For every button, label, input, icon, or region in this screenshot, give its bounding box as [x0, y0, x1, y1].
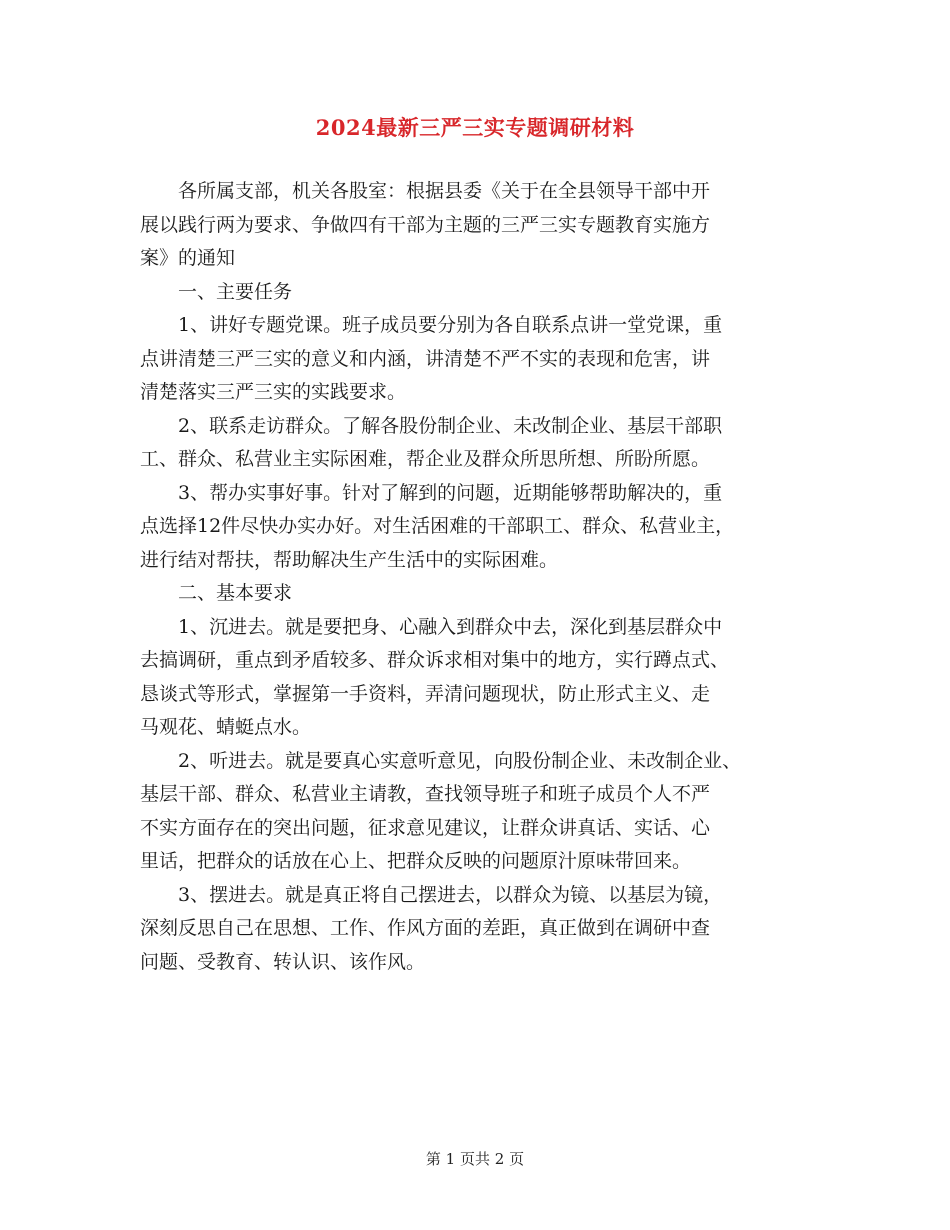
text-line: 3、帮办实事好事。针对了解到的问题，近期能够帮助解决的，重 — [178, 481, 723, 504]
text-line: 进行结对帮扶，帮助解决生产生活中的实际困难。 — [140, 548, 559, 571]
text-line: 里话，把群众的话放在心上、把群众反映的问题原汁原味带回来。 — [140, 850, 692, 872]
text-line: 工、群众、私营业主实际困难，帮企业及群众所思所想、所盼所愿。 — [140, 448, 711, 470]
paragraph — [140, 477, 820, 578]
text-line: 展以践行两为要求、争做四有干部为主题的三严三实专题教育实施方 — [140, 213, 711, 236]
paragraph — [140, 577, 820, 611]
document-title: 2024最新三严三实专题调研材料 — [315, 115, 635, 140]
text-line: 基层干部、群众、私营业主请教，查找领导班子和班子成员个人不严 — [140, 783, 711, 805]
text-line: 二、基本要求 — [178, 582, 293, 604]
text-line: 2、听进去。就是要真心实意听意见，向股份制企业、未改制企业、 — [178, 749, 742, 772]
text-line: 点讲清楚三严三实的意义和内涵，讲清楚不严不实的表现和危害，讲 — [140, 347, 711, 370]
text-line: 马观花、蜻蜓点水。 — [140, 716, 312, 738]
paragraph — [140, 879, 820, 980]
text-line: 2、联系走访群众。了解各股份制企业、未改制企业、基层干部职 — [178, 414, 723, 437]
paragraph — [140, 309, 820, 410]
text-line: 案》的通知 — [140, 247, 236, 269]
text-line: 问题、受教育、转认识、该作风。 — [140, 950, 426, 973]
text-line: 1、沉进去。就是要把身、心融入到群众中去，深化到基层群众中 — [178, 615, 723, 638]
text-line: 恳谈式等形式，掌握第一手资料，弄清问题现状，防止形式主义、走 — [140, 682, 711, 705]
paragraph — [140, 611, 820, 745]
text-line: 一、主要任务 — [178, 280, 293, 303]
page-footer: 第 1 页共 2 页 — [425, 1150, 525, 1168]
text-line: 1、讲好专题党课。班子成员要分别为各自联系点讲一堂党课，重 — [178, 314, 723, 336]
text-line: 各所属支部，机关各股室：根据县委《关于在全县领导干部中开 — [178, 180, 711, 202]
paragraph — [140, 745, 820, 879]
paragraph — [140, 276, 820, 310]
document-body — [140, 175, 820, 979]
text-line: 深刻反思自己在思想、工作、作风方面的差距，真正做到在调研中查 — [140, 917, 711, 939]
text-line: 去搞调研，重点到矛盾较多、群众诉求相对集中的地方，实行蹲点式、 — [140, 649, 730, 671]
paragraph — [140, 175, 820, 276]
paragraph — [140, 410, 820, 477]
text-line: 不实方面存在的突出问题，征求意见建议，让群众讲真话、实话、心 — [140, 816, 711, 839]
text-line: 点选择12件尽快办实办好。对生活困难的干部职工、群众、私营业主， — [140, 515, 735, 537]
text-line: 清楚落实三严三实的实践要求。 — [140, 381, 407, 403]
text-line: 3、摆进去。就是真正将自己摆进去，以群众为镜、以基层为镜， — [178, 883, 723, 906]
